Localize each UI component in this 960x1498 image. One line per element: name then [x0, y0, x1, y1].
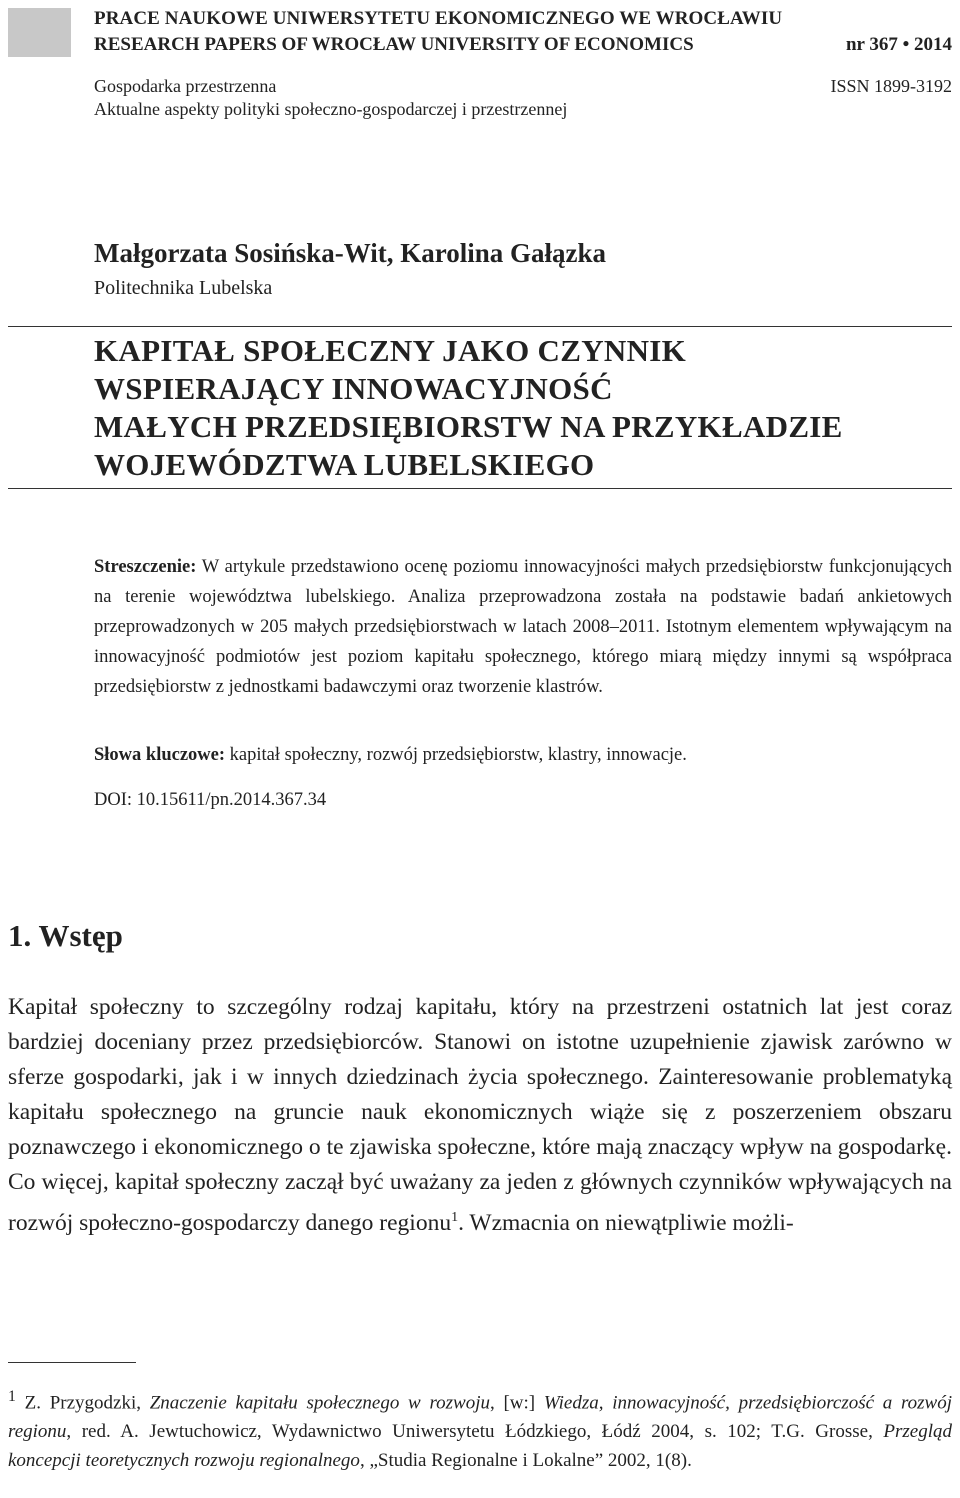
- footnote: [8, 1382, 952, 1475]
- doi: DOI: 10.15611/pn.2014.367.34: [94, 790, 327, 810]
- abstract-text: W artykule przedstawiono ocenę poziomu innowacyjności małych przedsiębiorstw funkcjonujących na terenie województwa lubelskiego. Analiza przeprowadzona została na podstawie badań ankietowych przeprowadzonych w 205 małych przedsiębiorstwach w latach 2008–2011. Istotnym elementem wpływającym na innowacyjność podmiotów jest poziom kapitału społecznego, którego miarą między innymi są współpraca przedsiębiorstw z jednostkami badawczymi oraz tworzenie klastrów.: [94, 557, 952, 697]
- keywords: [94, 745, 952, 766]
- journal-name: Gospodarka przestrzenna: [94, 76, 277, 96]
- title-line: WOJEWÓDZTWA LUBELSKIEGO: [94, 447, 595, 482]
- journal-row: [94, 76, 952, 97]
- footnote-text: , red. A. Jewtuchowicz, Wydawnictwo Uniwersytetu Łódzkiego, Łódź 2004, s. 102; T.G. Grosse,: [66, 1421, 884, 1443]
- footnote-italic-title: Przegląd koncepcji teoretycznych rozwoju regionalnego: [8, 1421, 952, 1472]
- section-title: 1. Wstęp: [8, 918, 123, 953]
- abstract-label: Streszczenie:: [94, 557, 197, 577]
- body-paragraph: [8, 990, 952, 1241]
- header-gray-block: [8, 8, 71, 57]
- title-line: WSPIERAJĄCY INNOWACYJNOŚĆ: [94, 371, 613, 406]
- title-rule-top: [8, 326, 952, 327]
- footnote-italic-title: Wiedza, innowacyjność, przedsiębiorczość a rozwój regionu: [8, 1392, 953, 1443]
- issue-number: nr 367 • 2014: [845, 34, 952, 55]
- footnote-reference: 1: [451, 1210, 459, 1225]
- affiliation: Politechnika Lubelska: [94, 277, 273, 299]
- body-text-part1: Kapitał społeczny to szczególny rodzaj kapitału, który na przestrzeni ostatnich lat jest coraz bardziej doceniany przez przedsiębiorców. Stanowi on istotne uzupełnienie zjawisk zarówno w sferze gospodarki, jak i w innych dziedzinach życia społecznego. Zainteresowanie problematyką kapitału społecznego na gruncie nauk ekonomicznych wiąże się z poszerzeniem obszaru poznawczego i ekonomicznego o te zjawiska społeczne, które mają znaczący wpływ na gospodarkę. Co więcej, kapitał społeczny zaczął być uważany za jeden z głównych czynników wpływających na rozwój społeczno-gospodarczy danego regionu: [8, 994, 952, 1236]
- volume-subtitle: Aktualne aspekty polityki społeczno-gospodarczej i przestrzennej: [94, 99, 568, 119]
- title-line: MAŁYCH PRZEDSIĘBIORSTW NA PRZYKŁADZIE: [94, 409, 843, 444]
- abstract: [94, 552, 952, 702]
- body-text-part2: . Wzmacnia on niewątpliwie możli-: [458, 1209, 794, 1236]
- footnote-italic-title: Znaczenie kapitału społecznego w rozwoju: [149, 1392, 490, 1414]
- title-line: KAPITAŁ SPOŁECZNY JAKO CZYNNIK: [94, 333, 687, 368]
- authors: Małgorzata Sosińska-Wit, Karolina Gałązka: [94, 238, 607, 268]
- series-title-en: RESEARCH PAPERS OF WROCŁAW UNIVERSITY OF ECONOMICS: [94, 34, 694, 55]
- keywords-label: Słowa kluczowe:: [94, 745, 226, 765]
- article-title: [94, 332, 843, 484]
- series-title-en-row: [94, 34, 952, 56]
- series-title-pl: PRACE NAUKOWE UNIWERSYTETU EKONOMICZNEGO WE WROCŁAWIU: [94, 8, 783, 29]
- footnote-text: , „Studia Regionalne i Lokalne” 2002, 1(8).: [359, 1450, 692, 1472]
- title-rule-bottom: [8, 488, 952, 489]
- issn: ISSN 1899-3192: [830, 76, 952, 96]
- footnote-text: , [w:]: [490, 1392, 544, 1414]
- footnote-rule: [8, 1362, 136, 1363]
- footnote-number: 1: [8, 1388, 16, 1405]
- footnote-text: Z. Przygodzki,: [15, 1392, 150, 1414]
- keywords-text: kapitał społeczny, rozwój przedsiębiorstw, klastry, innowacje.: [229, 745, 687, 765]
